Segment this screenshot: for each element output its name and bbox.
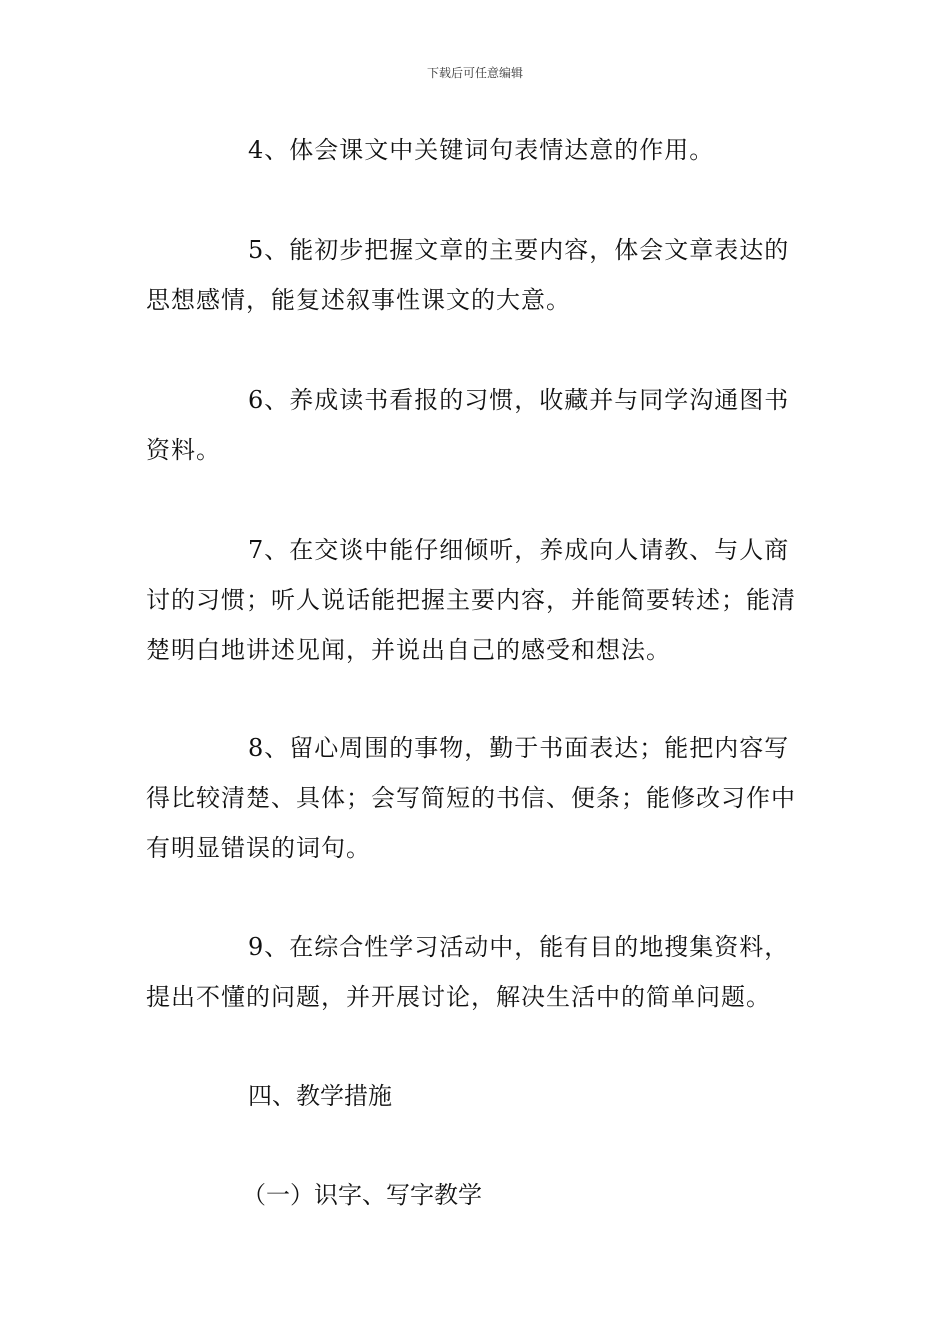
page-header-note: 下载后可任意编辑: [426, 66, 523, 80]
subsection-heading: （一）识字、写字教学: [242, 1181, 482, 1209]
paragraph-item-6: 6、养成读书看报的习惯，收藏并与同学沟通图书资料。: [146, 386, 790, 464]
paragraph-item-7: 7、在交谈中能仔细倾听，养成向人请教、与人商讨的习惯；听人说话能把握主要内容，并能简要转述；能清楚明白地讲述见闻，并说出自己的感受和想法。: [146, 536, 796, 664]
paragraph-item-9: 9、在综合性学习活动中，能有目的地搜集资料，提出不懂的问题，并开展讨论，解决生活中的简单问题。: [146, 933, 790, 1011]
paragraph-item-8: 8、留心周围的事物，勤于书面表达；能把内容写得比较清楚、具体；会写简短的书信、便条；能修改习作中有明显错误的词句。: [146, 734, 796, 862]
paragraph-item-5: 5、能初步把握文章的主要内容，体会文章表达的思想感情，能复述叙事性课文的大意。: [146, 236, 790, 314]
section-heading: 四、教学措施: [248, 1082, 392, 1110]
paragraph-item-4: 4、体会课文中关键词句表情达意的作用。: [248, 136, 715, 164]
